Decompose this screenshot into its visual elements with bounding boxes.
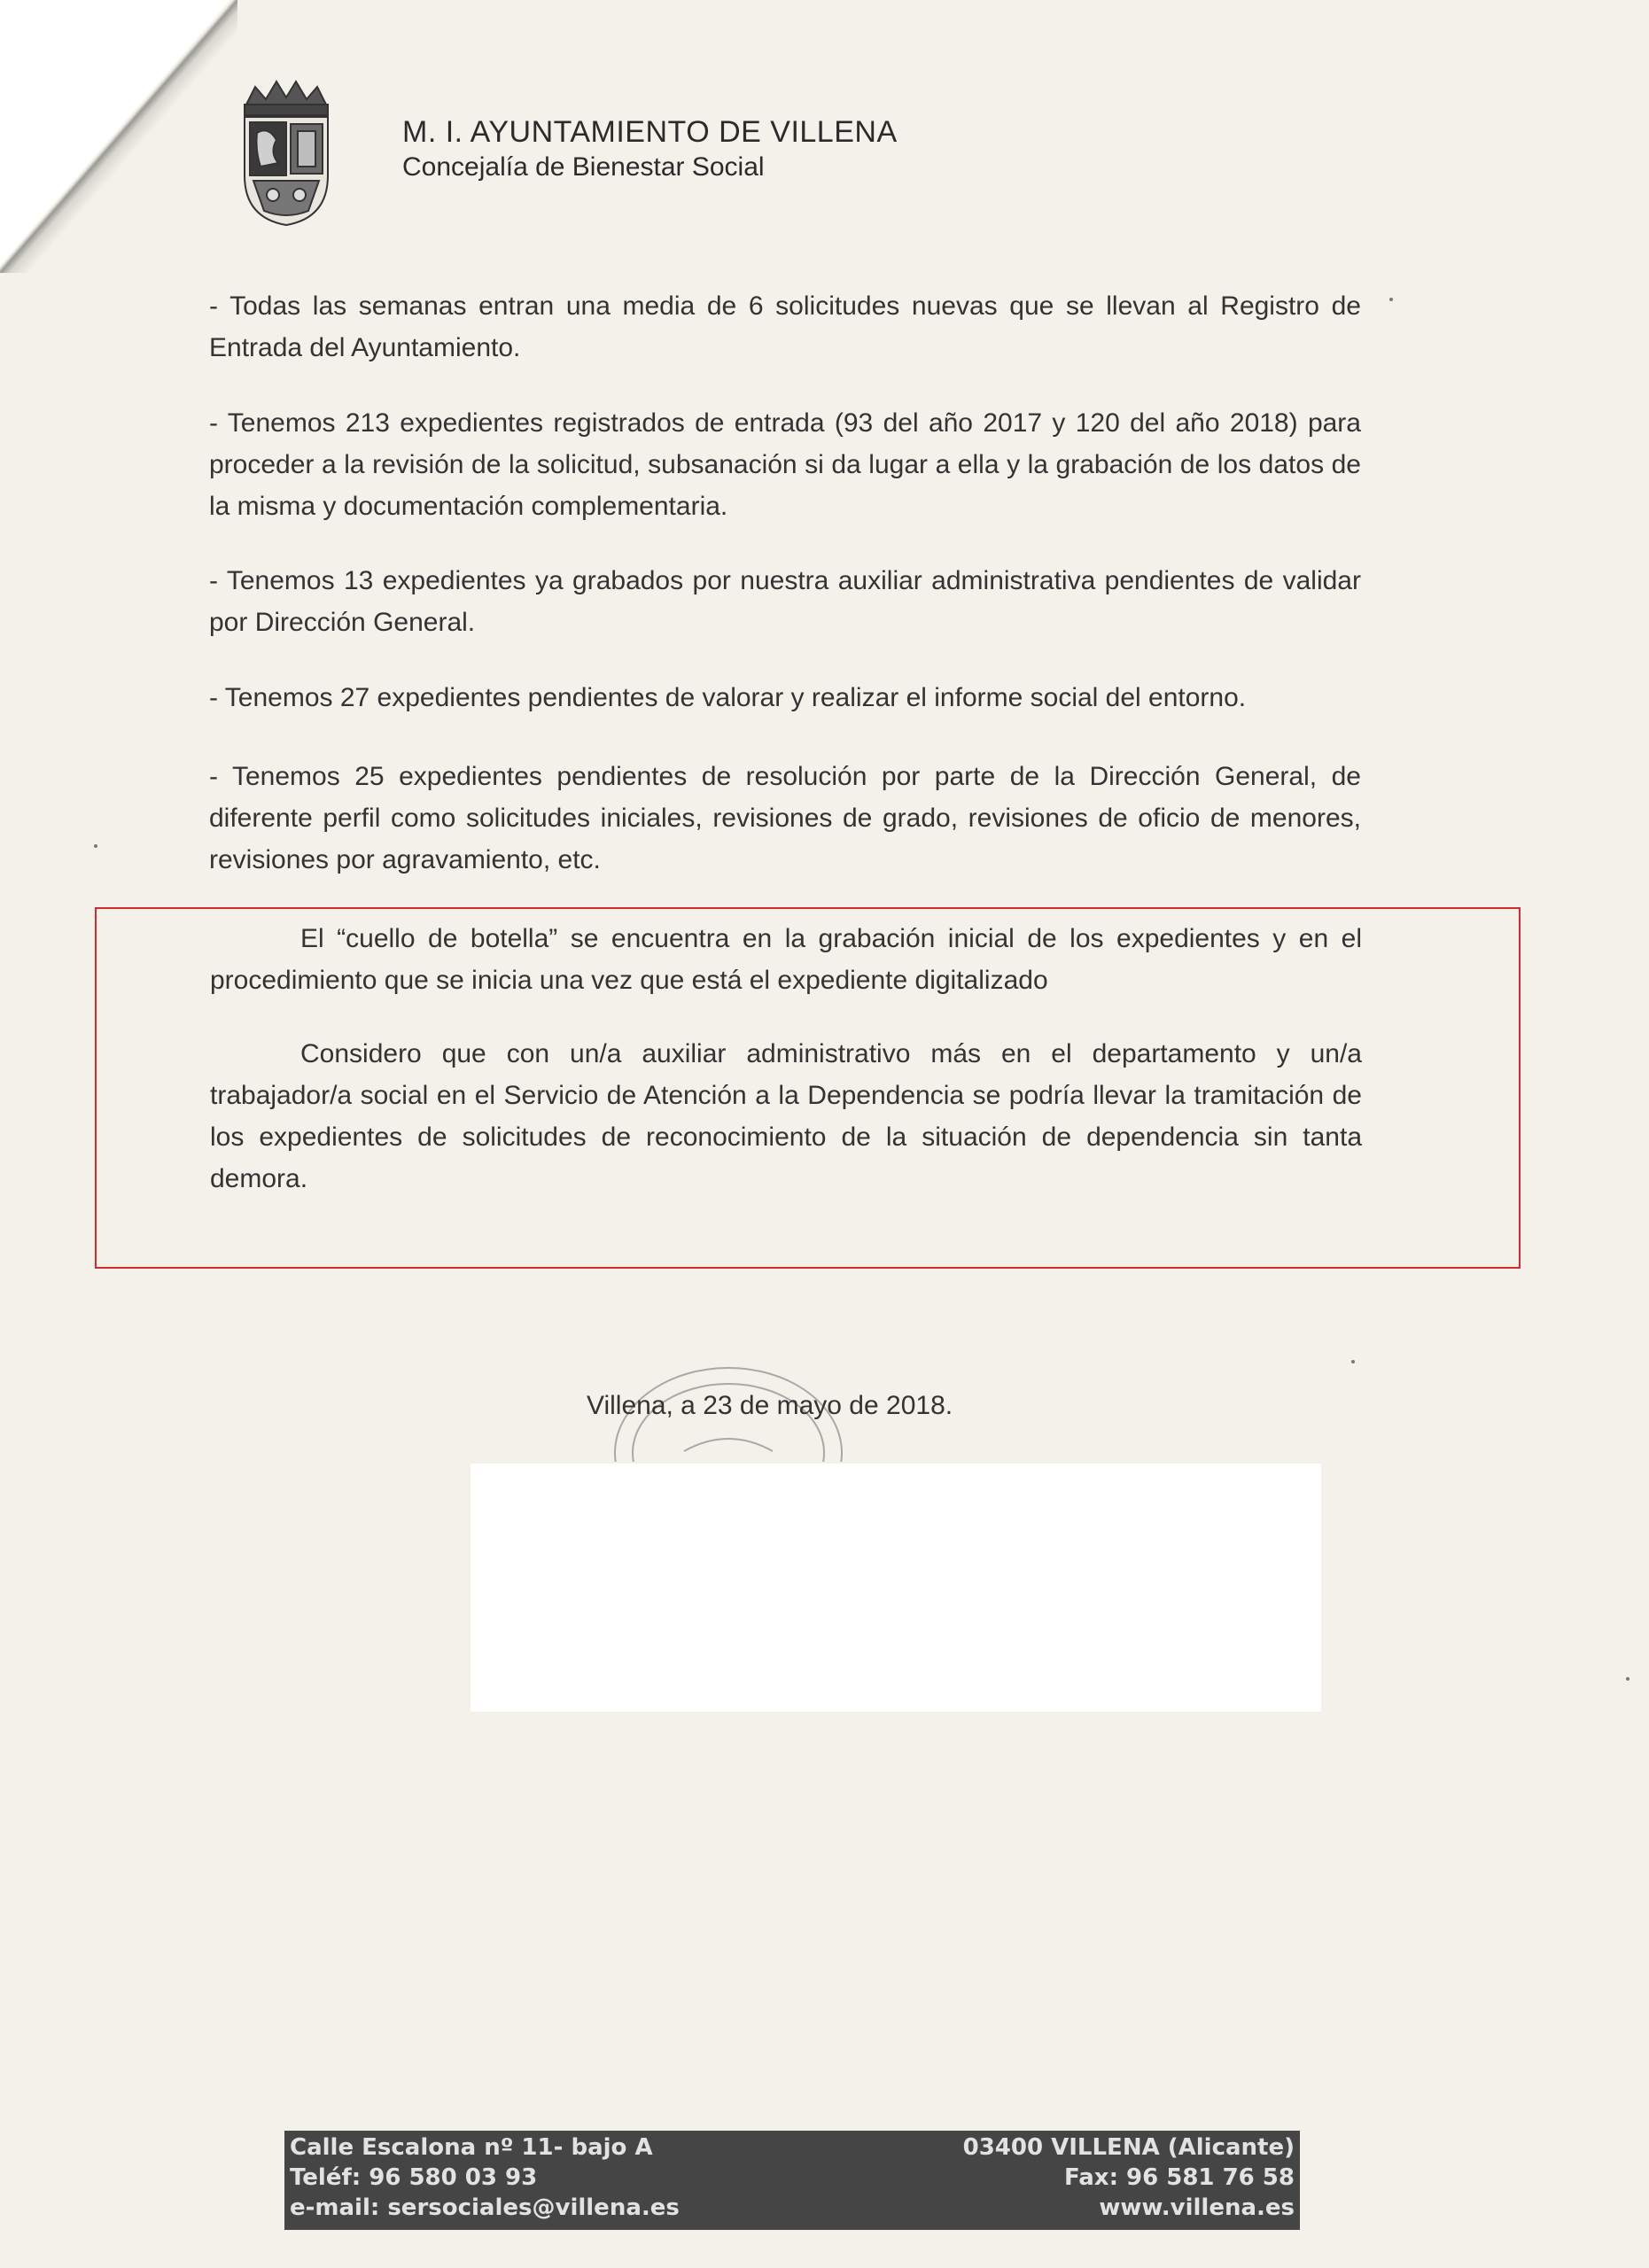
- footer-contact: [290, 2132, 680, 2223]
- paragraph-pending-resolution: - Tenemos 25 expedientes pendientes de resolución por parte de la Dirección General, de diferente perfil como solicitudes iniciales, revisiones de grado, revisiones de oficio de menores, revisiones por agravamiento, etc.: [209, 762, 1361, 874]
- scan-speck: [1389, 298, 1393, 301]
- footer-website[interactable]: www.villena.es: [1099, 2194, 1295, 2221]
- organization-name: M. I. AYUNTAMIENTO DE VILLENA: [402, 115, 898, 149]
- footer-phone: Teléf: 96 580 03 93: [290, 2164, 538, 2191]
- scan-speck: [94, 844, 97, 848]
- place-and-date: Villena, a 23 de mayo de 2018.: [587, 1391, 953, 1420]
- highlight-box: [95, 907, 1521, 1269]
- footer-bar: [284, 2131, 1300, 2230]
- footer-city: 03400 VILLENA (Alicante): [962, 2134, 1295, 2161]
- highlight-text-proposal: Considero que con un/a auxiliar administrativo más en el departamento y un/a trabajador/a social en el Servicio de Atención a la Dependencia se podría llevar la tramitación de los expedientes de solicitudes de reconocimiento de la situación de dependencia sin tanta demora.: [210, 1039, 1362, 1193]
- footer-email[interactable]: e-mail: sersociales@villena.es: [290, 2194, 680, 2221]
- coat-of-arms-icon: [237, 78, 335, 229]
- letterhead: [237, 78, 1035, 237]
- redacted-signature: [471, 1464, 1321, 1712]
- scan-speck: [1626, 1677, 1630, 1681]
- department-name: Concejalía de Bienestar Social: [402, 152, 765, 182]
- highlight-text-bottleneck: El “cuello de botella” se encuentra en la grabación inicial de los expedientes y en el procedimiento que se inicia una vez que está el expediente digitalizado: [210, 924, 1362, 995]
- paragraph-new-requests: - Todas las semanas entran una media de 6 solicitudes nuevas que se llevan al Registro de Entrada del Ayuntamiento.: [209, 291, 1361, 362]
- scan-speck: [1351, 1360, 1355, 1363]
- footer-fax: Fax: 96 581 76 58: [1064, 2164, 1295, 2191]
- paragraph-pending-assessment: - Tenemos 27 expedientes pendientes de valorar y realizar el informe social del entorno.: [209, 683, 1247, 712]
- page-fold: [0, 0, 230, 266]
- paragraph-registered-files: - Tenemos 213 expedientes registrados de entrada (93 del año 2017 y 120 del año 2018) para proceder a la revisión de la solicitud, subsanación si da lugar a ella y la grabación de los datos de la misma y documentación complementaria.: [209, 408, 1361, 521]
- footer-location: [963, 2132, 1295, 2223]
- paragraph-pending-validation: - Tenemos 13 expedientes ya grabados por nuestra auxiliar administrativa pendientes de validar por Dirección General.: [209, 566, 1361, 637]
- highlight-paragraph-bottleneck: [210, 918, 1362, 1001]
- footer-address: Calle Escalona nº 11- bajo A: [290, 2134, 653, 2161]
- highlight-paragraph-proposal: [210, 1033, 1362, 1200]
